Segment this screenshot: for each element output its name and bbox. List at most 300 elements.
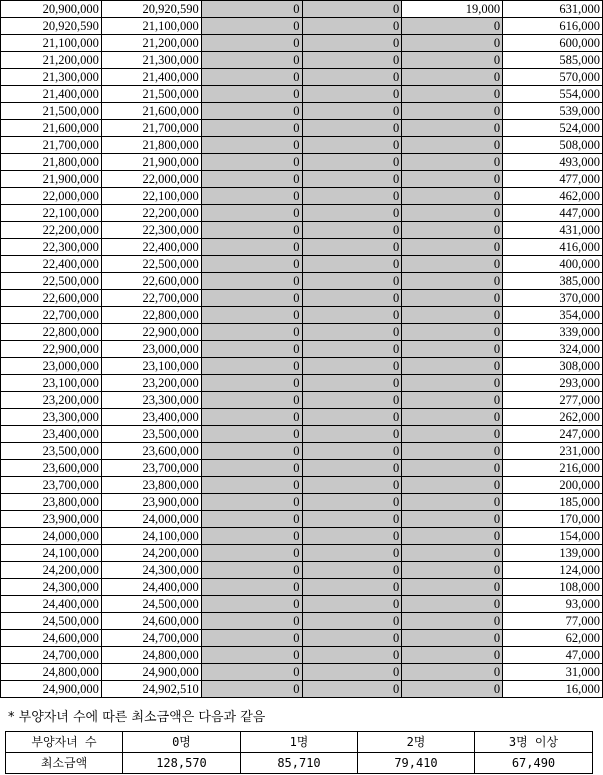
range-to-cell: 24,900,000 [101, 664, 201, 681]
amount-cell: 0 [402, 18, 503, 35]
min-amount-value-row [6, 753, 593, 774]
table-row [1, 171, 603, 188]
range-from-cell: 21,400,000 [1, 86, 102, 103]
amount-cell: 0 [402, 324, 503, 341]
amount-cell: 585,000 [503, 52, 603, 69]
range-from-cell: 24,500,000 [1, 613, 102, 630]
range-to-cell: 21,100,000 [101, 18, 201, 35]
amount-cell: 0 [302, 426, 402, 443]
table-row [1, 256, 603, 273]
amount-cell: 0 [302, 205, 402, 222]
amount-cell: 0 [402, 630, 503, 647]
amount-cell: 0 [302, 290, 402, 307]
amount-cell: 477,000 [503, 171, 603, 188]
amount-cell: 0 [402, 222, 503, 239]
amount-cell: 0 [201, 69, 302, 86]
table-row [1, 511, 603, 528]
amount-cell: 462,000 [503, 188, 603, 205]
range-to-cell: 24,700,000 [101, 630, 201, 647]
amount-cell: 524,000 [503, 120, 603, 137]
range-from-cell: 23,900,000 [1, 511, 102, 528]
amount-cell: 508,000 [503, 137, 603, 154]
range-from-cell: 22,300,000 [1, 239, 102, 256]
table-row [1, 545, 603, 562]
range-from-cell: 22,700,000 [1, 307, 102, 324]
table-row [1, 69, 603, 86]
amount-cell: 0 [201, 494, 302, 511]
amount-cell: 62,000 [503, 630, 603, 647]
amount-cell: 0 [201, 171, 302, 188]
amount-cell: 0 [201, 86, 302, 103]
table-row [1, 664, 603, 681]
amount-cell: 631,000 [503, 1, 603, 18]
amount-cell: 0 [402, 579, 503, 596]
range-to-cell: 23,700,000 [101, 460, 201, 477]
amount-cell: 0 [402, 137, 503, 154]
amount-cell: 0 [302, 324, 402, 341]
amount-cell: 0 [402, 188, 503, 205]
range-to-cell: 22,000,000 [101, 171, 201, 188]
range-to-cell: 23,800,000 [101, 477, 201, 494]
table-row [1, 477, 603, 494]
amount-cell: 0 [201, 205, 302, 222]
header-cell: 3명 이상 [475, 732, 593, 753]
range-to-cell: 23,900,000 [101, 494, 201, 511]
table-row [1, 205, 603, 222]
range-to-cell: 22,500,000 [101, 256, 201, 273]
amount-cell: 0 [201, 647, 302, 664]
amount-cell: 0 [402, 307, 503, 324]
table-row [1, 596, 603, 613]
table-row [1, 409, 603, 426]
amount-cell: 0 [302, 256, 402, 273]
range-to-cell: 22,400,000 [101, 239, 201, 256]
amount-cell: 0 [402, 341, 503, 358]
range-to-cell: 22,800,000 [101, 307, 201, 324]
amount-cell: 0 [402, 86, 503, 103]
amount-cell: 570,000 [503, 69, 603, 86]
range-to-cell: 22,200,000 [101, 205, 201, 222]
amount-cell: 231,000 [503, 443, 603, 460]
table-row [1, 392, 603, 409]
amount-cell: 0 [402, 545, 503, 562]
range-from-cell: 23,800,000 [1, 494, 102, 511]
range-from-cell: 22,800,000 [1, 324, 102, 341]
table-row [1, 324, 603, 341]
amount-cell: 216,000 [503, 460, 603, 477]
amount-cell: 0 [402, 154, 503, 171]
table-row [1, 222, 603, 239]
amount-cell: 0 [302, 460, 402, 477]
amount-cell: 0 [302, 494, 402, 511]
amount-cell: 262,000 [503, 409, 603, 426]
amount-cell: 0 [302, 120, 402, 137]
amount-cell: 0 [302, 69, 402, 86]
range-to-cell: 24,200,000 [101, 545, 201, 562]
amount-cell: 0 [201, 375, 302, 392]
range-from-cell: 23,000,000 [1, 358, 102, 375]
range-from-cell: 23,200,000 [1, 392, 102, 409]
amount-cell: 616,000 [503, 18, 603, 35]
table-row [1, 341, 603, 358]
table-row [1, 52, 603, 69]
amount-cell: 0 [402, 375, 503, 392]
amount-cell: 493,000 [503, 154, 603, 171]
table-row [1, 494, 603, 511]
value-cell: 85,710 [241, 753, 358, 774]
range-from-cell: 23,100,000 [1, 375, 102, 392]
amount-cell: 0 [201, 188, 302, 205]
range-to-cell: 24,500,000 [101, 596, 201, 613]
range-to-cell: 24,400,000 [101, 579, 201, 596]
header-cell: 1명 [241, 732, 358, 753]
amount-cell: 0 [302, 409, 402, 426]
range-from-cell: 21,600,000 [1, 120, 102, 137]
amount-cell: 0 [302, 545, 402, 562]
amount-cell: 0 [402, 443, 503, 460]
table-row [1, 681, 603, 698]
table-row [1, 137, 603, 154]
amount-cell: 0 [302, 562, 402, 579]
range-from-cell: 24,100,000 [1, 545, 102, 562]
range-from-cell: 23,300,000 [1, 409, 102, 426]
table-row [1, 358, 603, 375]
range-to-cell: 24,800,000 [101, 647, 201, 664]
table-row [1, 460, 603, 477]
table-row [1, 86, 603, 103]
range-from-cell: 24,400,000 [1, 596, 102, 613]
amount-cell: 0 [201, 528, 302, 545]
amount-cell: 0 [201, 290, 302, 307]
amount-cell: 0 [201, 613, 302, 630]
range-from-cell: 24,300,000 [1, 579, 102, 596]
amount-cell: 416,000 [503, 239, 603, 256]
range-from-cell: 24,600,000 [1, 630, 102, 647]
range-to-cell: 23,300,000 [101, 392, 201, 409]
amount-cell: 339,000 [503, 324, 603, 341]
table-row [1, 273, 603, 290]
table-row [1, 528, 603, 545]
range-to-cell: 24,100,000 [101, 528, 201, 545]
amount-cell: 0 [201, 681, 302, 698]
amount-cell: 0 [402, 511, 503, 528]
amount-cell: 431,000 [503, 222, 603, 239]
amount-cell: 0 [201, 664, 302, 681]
amount-cell: 0 [302, 188, 402, 205]
amount-cell: 0 [302, 222, 402, 239]
table-row [1, 120, 603, 137]
header-cell: 0명 [123, 732, 241, 753]
amount-cell: 0 [302, 18, 402, 35]
table-row [1, 307, 603, 324]
amount-cell: 370,000 [503, 290, 603, 307]
amount-cell: 0 [201, 18, 302, 35]
amount-cell: 0 [402, 664, 503, 681]
range-to-cell: 22,300,000 [101, 222, 201, 239]
amount-cell: 0 [302, 528, 402, 545]
amount-cell: 0 [201, 256, 302, 273]
table-row [1, 630, 603, 647]
range-to-cell: 21,400,000 [101, 69, 201, 86]
amount-cell: 200,000 [503, 477, 603, 494]
amount-cell: 93,000 [503, 596, 603, 613]
amount-cell: 0 [302, 86, 402, 103]
amount-cell: 0 [201, 35, 302, 52]
amount-cell: 0 [302, 579, 402, 596]
table-row [1, 647, 603, 664]
range-from-cell: 21,700,000 [1, 137, 102, 154]
range-to-cell: 21,700,000 [101, 120, 201, 137]
amount-cell: 0 [201, 103, 302, 120]
range-from-cell: 23,600,000 [1, 460, 102, 477]
range-to-cell: 23,000,000 [101, 341, 201, 358]
amount-cell: 0 [201, 562, 302, 579]
amount-cell: 0 [402, 426, 503, 443]
range-from-cell: 21,800,000 [1, 154, 102, 171]
amount-cell: 277,000 [503, 392, 603, 409]
range-to-cell: 21,600,000 [101, 103, 201, 120]
amount-cell: 0 [402, 613, 503, 630]
range-to-cell: 23,500,000 [101, 426, 201, 443]
amount-cell: 0 [201, 341, 302, 358]
amount-cell: 293,000 [503, 375, 603, 392]
table-row [1, 375, 603, 392]
amount-cell: 77,000 [503, 613, 603, 630]
table-row [1, 154, 603, 171]
amount-cell: 308,000 [503, 358, 603, 375]
table-row [1, 426, 603, 443]
amount-cell: 0 [302, 358, 402, 375]
amount-cell: 0 [402, 171, 503, 188]
range-from-cell: 22,900,000 [1, 341, 102, 358]
min-amount-note: * 부양자녀 수에 따른 최소금액은 다음과 같음 [8, 710, 266, 725]
range-from-cell: 20,920,590 [1, 18, 102, 35]
amount-cell: 154,000 [503, 528, 603, 545]
table-row [1, 443, 603, 460]
amount-cell: 0 [302, 239, 402, 256]
amount-cell: 0 [302, 511, 402, 528]
range-to-cell: 23,400,000 [101, 409, 201, 426]
amount-cell: 0 [302, 307, 402, 324]
header-cell: 2명 [358, 732, 475, 753]
amount-cell: 0 [402, 35, 503, 52]
range-from-cell: 22,500,000 [1, 273, 102, 290]
amount-cell: 0 [302, 681, 402, 698]
amount-cell: 0 [201, 477, 302, 494]
amount-cell: 0 [302, 647, 402, 664]
table-row [1, 239, 603, 256]
table-row [1, 35, 603, 52]
amount-cell: 0 [302, 630, 402, 647]
amount-cell: 124,000 [503, 562, 603, 579]
table-row [1, 1, 603, 18]
table-row [1, 290, 603, 307]
range-to-cell: 22,700,000 [101, 290, 201, 307]
amount-cell: 0 [302, 443, 402, 460]
range-from-cell: 22,600,000 [1, 290, 102, 307]
amount-cell: 0 [201, 120, 302, 137]
amount-cell: 0 [402, 69, 503, 86]
amount-cell: 0 [201, 409, 302, 426]
table-row [1, 103, 603, 120]
table-row [1, 188, 603, 205]
value-cell: 79,410 [358, 753, 475, 774]
amount-cell: 0 [402, 239, 503, 256]
amount-cell: 0 [201, 596, 302, 613]
amount-cell: 47,000 [503, 647, 603, 664]
amount-cell: 0 [201, 392, 302, 409]
range-to-cell: 20,920,590 [101, 1, 201, 18]
amount-cell: 247,000 [503, 426, 603, 443]
range-to-cell: 21,800,000 [101, 137, 201, 154]
amount-cell: 0 [302, 477, 402, 494]
amount-cell: 447,000 [503, 205, 603, 222]
range-from-cell: 21,900,000 [1, 171, 102, 188]
amount-cell: 0 [201, 52, 302, 69]
amount-cell: 600,000 [503, 35, 603, 52]
amount-cell: 0 [402, 409, 503, 426]
header-cell: 부양자녀 수 [6, 732, 123, 753]
range-to-cell: 23,200,000 [101, 375, 201, 392]
amount-cell: 0 [402, 477, 503, 494]
amount-cell: 0 [302, 52, 402, 69]
amount-cell: 0 [402, 273, 503, 290]
amount-cell: 0 [402, 460, 503, 477]
amount-cell: 0 [402, 120, 503, 137]
amount-cell: 0 [302, 613, 402, 630]
amount-cell: 0 [302, 375, 402, 392]
range-from-cell: 22,100,000 [1, 205, 102, 222]
amount-cell: 0 [201, 460, 302, 477]
amount-cell: 0 [402, 358, 503, 375]
amount-cell: 0 [201, 426, 302, 443]
amount-cell: 0 [201, 222, 302, 239]
range-to-cell: 23,600,000 [101, 443, 201, 460]
amount-cell: 0 [201, 545, 302, 562]
amount-cell: 0 [302, 103, 402, 120]
min-amount-header-row [6, 732, 593, 753]
value-cell: 최소금액 [6, 753, 123, 774]
range-from-cell: 24,200,000 [1, 562, 102, 579]
range-from-cell: 24,700,000 [1, 647, 102, 664]
range-from-cell: 21,300,000 [1, 69, 102, 86]
amount-table-body [1, 1, 603, 698]
amount-cell: 0 [201, 1, 302, 18]
range-from-cell: 24,800,000 [1, 664, 102, 681]
amount-cell: 0 [201, 239, 302, 256]
range-from-cell: 21,500,000 [1, 103, 102, 120]
amount-cell: 0 [402, 392, 503, 409]
amount-cell: 0 [201, 307, 302, 324]
amount-cell: 0 [402, 52, 503, 69]
range-to-cell: 24,000,000 [101, 511, 201, 528]
amount-cell: 0 [402, 494, 503, 511]
amount-cell: 354,000 [503, 307, 603, 324]
amount-cell: 0 [302, 1, 402, 18]
amount-cell: 0 [402, 205, 503, 222]
amount-cell: 0 [402, 103, 503, 120]
range-to-cell: 24,600,000 [101, 613, 201, 630]
amount-cell: 0 [402, 596, 503, 613]
amount-cell: 324,000 [503, 341, 603, 358]
amount-cell: 0 [302, 392, 402, 409]
amount-cell: 19,000 [402, 1, 503, 18]
range-to-cell: 22,900,000 [101, 324, 201, 341]
amount-cell: 0 [302, 35, 402, 52]
amount-cell: 385,000 [503, 273, 603, 290]
table-row [1, 18, 603, 35]
amount-cell: 16,000 [503, 681, 603, 698]
range-from-cell: 23,700,000 [1, 477, 102, 494]
range-from-cell: 21,200,000 [1, 52, 102, 69]
range-from-cell: 24,000,000 [1, 528, 102, 545]
range-from-cell: 23,500,000 [1, 443, 102, 460]
amount-cell: 0 [302, 664, 402, 681]
table-row [1, 613, 603, 630]
range-to-cell: 21,200,000 [101, 35, 201, 52]
range-from-cell: 22,400,000 [1, 256, 102, 273]
amount-cell: 31,000 [503, 664, 603, 681]
range-from-cell: 24,900,000 [1, 681, 102, 698]
amount-cell: 108,000 [503, 579, 603, 596]
amount-cell: 0 [201, 137, 302, 154]
amount-cell: 0 [402, 290, 503, 307]
amount-cell: 0 [201, 443, 302, 460]
amount-cell: 0 [402, 562, 503, 579]
amount-cell: 400,000 [503, 256, 603, 273]
range-to-cell: 23,100,000 [101, 358, 201, 375]
range-to-cell: 21,500,000 [101, 86, 201, 103]
amount-cell: 170,000 [503, 511, 603, 528]
table-row [1, 579, 603, 596]
amount-cell: 0 [302, 596, 402, 613]
range-from-cell: 22,200,000 [1, 222, 102, 239]
amount-cell: 185,000 [503, 494, 603, 511]
value-cell: 128,570 [123, 753, 241, 774]
range-from-cell: 21,100,000 [1, 35, 102, 52]
amount-cell: 0 [402, 647, 503, 664]
range-to-cell: 22,600,000 [101, 273, 201, 290]
amount-cell: 0 [402, 681, 503, 698]
range-to-cell: 21,300,000 [101, 52, 201, 69]
amount-cell: 0 [402, 256, 503, 273]
amount-cell: 0 [302, 171, 402, 188]
amount-cell: 0 [201, 324, 302, 341]
range-from-cell: 23,400,000 [1, 426, 102, 443]
amount-cell: 0 [201, 358, 302, 375]
range-to-cell: 21,900,000 [101, 154, 201, 171]
range-to-cell: 24,902,510 [101, 681, 201, 698]
amount-cell: 0 [302, 273, 402, 290]
range-from-cell: 20,900,000 [1, 1, 102, 18]
table-row [1, 562, 603, 579]
value-cell: 67,490 [475, 753, 593, 774]
amount-cell: 0 [201, 154, 302, 171]
amount-cell: 0 [302, 154, 402, 171]
amount-cell: 0 [402, 528, 503, 545]
amount-cell: 0 [302, 137, 402, 154]
range-to-cell: 22,100,000 [101, 188, 201, 205]
min-amount-table [5, 731, 593, 774]
amount-cell: 0 [201, 630, 302, 647]
amount-cell: 554,000 [503, 86, 603, 103]
range-from-cell: 22,000,000 [1, 188, 102, 205]
range-to-cell: 24,300,000 [101, 562, 201, 579]
amount-cell: 0 [201, 579, 302, 596]
amount-cell: 539,000 [503, 103, 603, 120]
amount-cell: 0 [201, 511, 302, 528]
amount-cell: 139,000 [503, 545, 603, 562]
